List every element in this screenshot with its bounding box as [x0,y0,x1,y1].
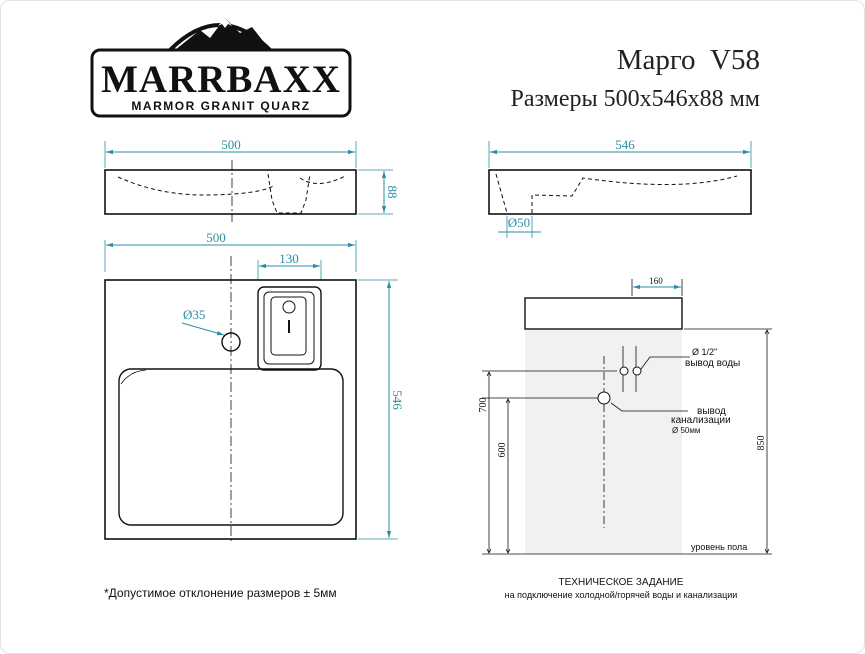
brand-logo [92,18,350,116]
height-600-label: 600 [497,442,508,458]
drain-outlet-label: вывод [697,406,726,417]
front-height-label: 88 [385,185,400,199]
water-pipe-size: Ø 1/2" [692,347,718,357]
front-width-label: 500 [221,137,241,152]
top-view [105,230,405,544]
sewer-outlet [598,392,610,404]
side-width-label: 546 [615,137,635,152]
side-view [489,137,751,238]
brand-tagline: MARMOR GRANIT QUARZ [131,99,311,113]
hole-diameter-label: Ø35 [183,307,206,322]
size-title: Размеры 500х546х88 мм [510,86,760,112]
top-basin-outline [105,280,356,539]
drain-outlet-word: канализации [671,415,731,426]
top-depth-label: 546 [390,390,405,410]
height-700-label: 700 [478,397,489,413]
spec-title: ТЕХНИЧЕСКОЕ ЗАДАНИЕ [558,577,684,588]
brand-name: MARRBAXX [101,58,341,101]
front-view [105,137,400,222]
floor-level-label: уровень пола [691,542,748,552]
installation-diagram [478,276,772,600]
spec-subtitle: на подключение холодной/горячей воды и канализации [504,590,738,600]
front-basin-outline [105,170,356,214]
side-basin-outline [489,170,751,214]
cold-water-outlet [620,367,628,375]
hot-water-outlet [633,367,641,375]
installed-basin [525,298,682,329]
height-850-label: 850 [756,435,767,451]
wall-shade [525,329,682,554]
faucet-offset-label: 130 [279,251,299,266]
side-drain-label: Ø50 [507,215,531,230]
top-width-label: 500 [206,230,226,245]
model-title: Марго V58 [616,44,760,76]
pipe-offset-label: 160 [649,276,663,286]
tolerance-footnote: *Допустимое отклонение размеров ± 5мм [104,586,337,600]
drain-diameter-label: Ø 50мм [672,426,701,435]
water-outlet-label: вывод воды [685,358,741,369]
